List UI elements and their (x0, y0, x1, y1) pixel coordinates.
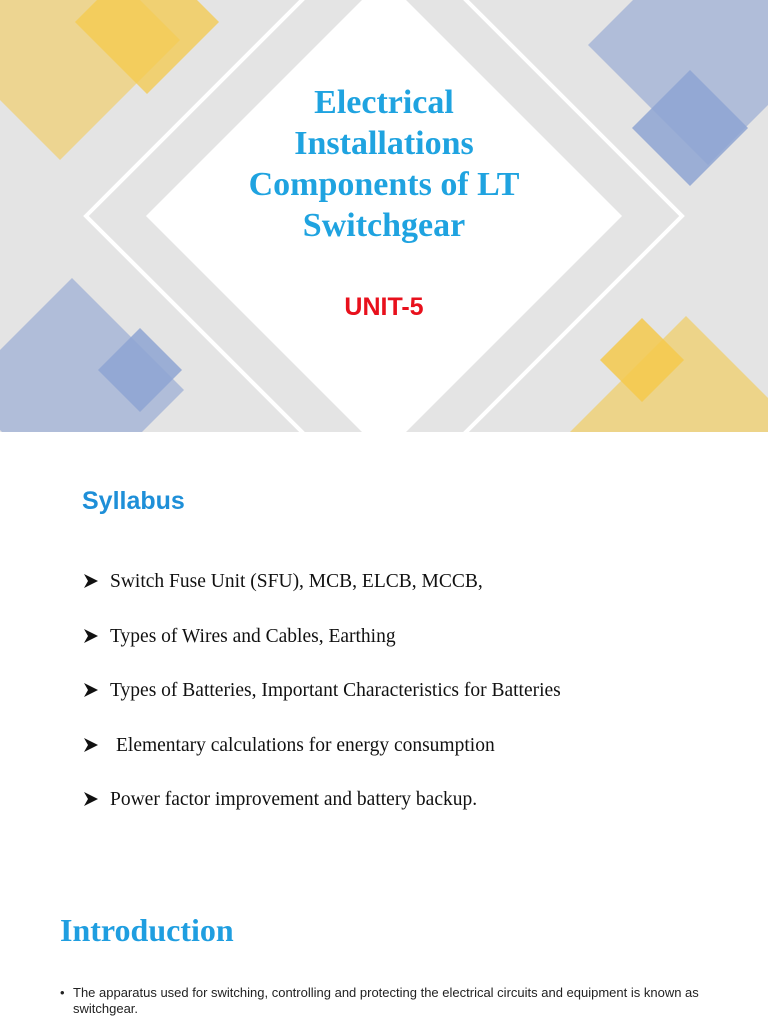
list-item-text: Types of Batteries, Important Characteristics for Batteries (110, 680, 561, 701)
arrow-bullet-icon (82, 679, 110, 703)
introduction-heading: Introduction (60, 912, 234, 948)
title-slide (0, 0, 768, 432)
list-item (82, 734, 561, 789)
title-line: Electrical (314, 84, 454, 121)
introduction-bullet (60, 985, 720, 1017)
list-item-text: Elementary calculations for energy consumption (116, 734, 495, 756)
title-line: Components of LT (248, 166, 520, 203)
list-item-text: Types of Wires and Cables, Earthing (110, 625, 396, 647)
list-item (82, 570, 561, 625)
syllabus-heading: Syllabus (82, 487, 185, 515)
arrow-bullet-icon (82, 734, 116, 758)
syllabus-slide (0, 432, 768, 864)
arrow-bullet-icon (82, 788, 110, 812)
list-item-text: Power factor improvement and battery backup. (110, 789, 478, 810)
bullet-dot: • (60, 985, 65, 1000)
title-line: Switchgear (302, 207, 466, 244)
introduction-text: The apparatus used for switching, controlling and protecting the electrical circuits and equipment is known as switchgear. (73, 985, 699, 1016)
list-item-text: Switch Fuse Unit (SFU), MCB, ELCB, MCCB, (110, 571, 483, 592)
introduction-slide (0, 864, 768, 1024)
list-item (82, 625, 561, 680)
arrow-bullet-icon (82, 625, 110, 649)
title-line: Installations (294, 125, 474, 162)
arrow-bullet-icon (82, 570, 110, 594)
list-item (82, 679, 561, 734)
list-item (82, 788, 561, 843)
unit-label: UNIT-5 (344, 293, 424, 321)
slide-title (184, 82, 584, 246)
syllabus-list (82, 570, 561, 843)
